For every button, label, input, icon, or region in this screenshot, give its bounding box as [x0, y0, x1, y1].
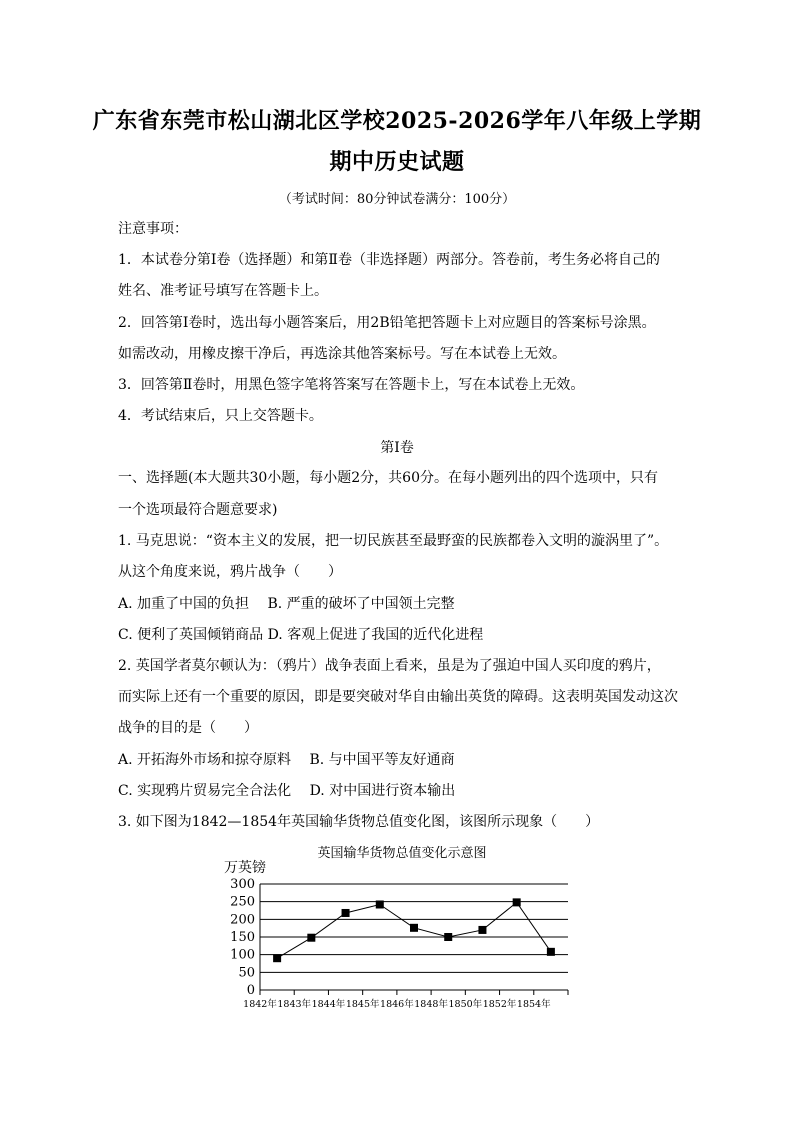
data-point	[307, 934, 315, 942]
section-title: 第Ⅰ卷	[380, 440, 414, 456]
data-point	[513, 898, 521, 906]
data-point	[444, 933, 452, 941]
exam-title-line1: 广东省东莞市松山湖北区学校2025-2026学年八年级上学期	[92, 108, 702, 134]
notes-line: 如需改动，用橡皮擦干净后，再选涂其他答案标号。写在本试卷上无效。	[118, 346, 566, 362]
section-intro: 一个选项最符合题意要求)	[118, 502, 278, 518]
exam-title-line2: 期中历史试题	[329, 149, 465, 175]
question-stem: 战争的目的是（ ）	[118, 720, 258, 736]
x-tick-label: 1845年	[345, 999, 380, 1010]
x-tick-label: 1844年	[311, 999, 346, 1010]
notes-line: 4．考试结束后，只上交答题卡。	[118, 408, 323, 424]
y-tick-label: 250	[230, 894, 255, 910]
exam-info: （考试时间：80分钟试卷满分：100分）	[278, 192, 516, 207]
line-chart	[218, 838, 590, 1020]
x-tick-label: 1850年	[448, 999, 483, 1010]
data-point	[342, 909, 350, 917]
question-options: A. 开拓海外市场和掠夺原料 B. 与中国平等友好通商	[118, 752, 455, 768]
data-point	[547, 948, 555, 956]
question-options: C. 实现鸦片贸易完全合法化 D. 对中国进行资本输出	[118, 783, 456, 799]
y-tick-label: 0	[246, 983, 255, 998]
question-options: A. 加重了中国的负担 B. 严重的破坏了中国领土完整	[118, 596, 455, 612]
notes-line: 姓名、准考证号填写在答题卡上。	[118, 283, 328, 299]
notes-line: 2．回答第Ⅰ卷时，选出每小题答案后，用2B铅笔把答题卡上对应题目的答案标号涂黑。	[118, 315, 656, 331]
chart-title: 英国输华货物总值变化示意图	[317, 846, 487, 861]
y-tick-label: 150	[230, 930, 255, 945]
x-tick-label: 1854年	[516, 999, 551, 1010]
question-stem: 1. 马克思说：“资本主义的发展，把一切民族甚至最野蛮的民族都卷入文明的漩涡里了”。	[118, 533, 669, 549]
notes-heading: 注意事项：	[118, 221, 188, 237]
question-stem: 而实际上还有一个重要的原因，即是要突破对华自由输出英货的障碍。这表明英国发动这次	[118, 689, 678, 705]
question-stem: 2. 英国学者莫尔顿认为：（鸦片）战争表面上看来，虽是为了强迫中国人买印度的鸦片，	[118, 658, 661, 674]
question-options: C. 便利了英国倾销商品 D. 客观上促进了我国的近代化进程	[118, 627, 484, 643]
x-tick-label: 1843年	[277, 999, 312, 1010]
data-point	[376, 900, 384, 908]
data-point	[478, 926, 486, 934]
notes-line: 1．本试卷分第Ⅰ卷（选择题）和第Ⅱ卷（非选择题）两部分。答卷前，考生务必将自己的	[118, 252, 660, 268]
y-tick-label: 50	[238, 965, 255, 981]
data-point	[410, 924, 418, 932]
x-tick-label: 1842年	[243, 999, 277, 1010]
y-tick-label: 300	[230, 877, 255, 892]
x-tick-label: 1846年	[380, 999, 414, 1010]
y-tick-label: 200	[230, 912, 255, 928]
x-tick-label: 1852年	[482, 999, 517, 1010]
y-tick-label: 100	[230, 947, 255, 963]
x-tick-label: 1848年	[414, 999, 448, 1010]
section-intro: 一、选择题(本大题共30小题，每小题2分，共60分。在每小题列出的四个选项中，只有	[118, 470, 658, 486]
question-stem: 3. 如下图为1842—1854年英国输华货物总值变化图，该图所示现象（ ）	[118, 814, 600, 830]
question-stem: 从这个角度来说，鸦片战争（ ）	[118, 564, 342, 580]
y-axis-label: 万英镑	[224, 860, 266, 876]
notes-line: 3．回答第Ⅱ卷时，用黑色签字笔将答案写在答题卡上，写在本试卷上无效。	[118, 377, 585, 393]
data-point	[273, 954, 281, 962]
